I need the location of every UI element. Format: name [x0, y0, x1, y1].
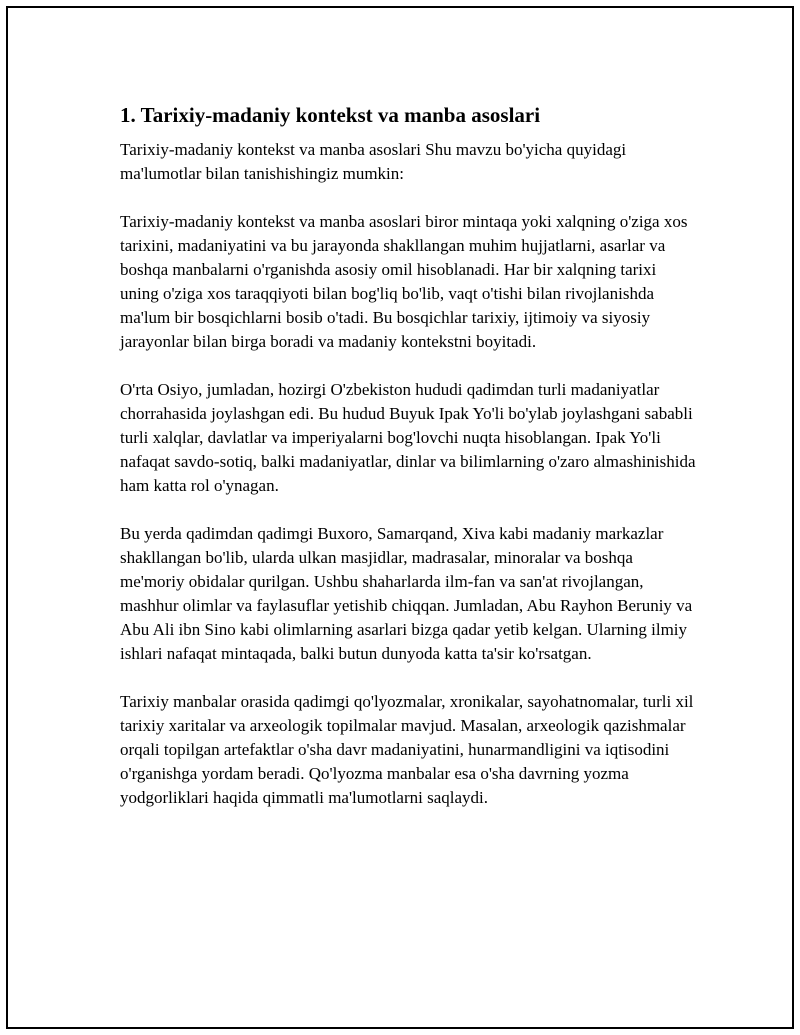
paragraph-cultural-centers: Bu yerda qadimdan qadimgi Buxoro, Samarqand, Xiva kabi madaniy markazlar shakllangan bo'lib, ularda ulkan masjidlar, madrasalar, minoralar va boshqa me'moriy obidalar qurilgan. Ushbu shaharlarda ilm-fan va san'at rivojlangan, mashhur olimlar va faylasuflar yetishib chiqqan. Jumladan, Abu Rayhon Beruniy va Abu Ali ibn Sino kabi olimlarning asarlari bizga qadar yetib kelgan. Ularning ilmiy ishlari nafaqat mintaqada, balki butun dunyoda katta ta'sir ko'rsatgan. — [120, 524, 693, 663]
document-content — [120, 102, 696, 834]
paragraph-central-asia: O'rta Osiyo, jumladan, hozirgi O'zbekiston hududi qadimdan turli madaniyatlar chorrahasida joylashgan edi. Bu hudud Buyuk Ipak Yo'li bo'ylab joylashgani sababli turli xalqlar, davlatlar va imperiyalarni bog'lovchi nuqta hisoblangan. Ipak Yo'li nafaqat savdo-sotiq, balki madaniyatlar, dinlar va bilimlarning o'zaro almashinishida ham katta rol o'ynagan. — [120, 380, 696, 495]
section-heading: 1. Tarixiy-madaniy kontekst va manba asoslari — [120, 103, 541, 127]
paragraph-historical-sources: Tarixiy manbalar orasida qadimgi qo'lyozmalar, xronikalar, sayohatnomalar, turli xil tarixiy xaritalar va arxeologik topilmalar mavjud. Masalan, arxeologik qazishmalar orqali topilgan artefaktlar o'sha davr madaniyatini, hunarmandligini va iqtisodini o'rganishga yordam beradi. Qo'lyozma manbalar esa o'sha davrning yozma yodgorliklari haqida qimmatli ma'lumotlarni saqlaydi. — [120, 692, 694, 807]
paragraph-intro: Tarixiy-madaniy kontekst va manba asoslari Shu mavzu bo'yicha quyidagi ma'lumotlar bilan tanishishingiz mumkin: — [120, 140, 627, 183]
document-page — [6, 6, 794, 1029]
paragraph-context: Tarixiy-madaniy kontekst va manba asoslari biror mintaqa yoki xalqning o'ziga xos tarixini, madaniyatini va bu jarayonda shakllangan muhim hujjatlarni, asarlar va boshqa manbalarni o'rganishda asosiy omil hisoblanadi. Har bir xalqning tarixi uning o'ziga xos taraqqiyoti bilan bog'liq bo'lib, vaqt o'tishi bilan rivojlanishda ma'lum bir bosqichlarni bosib o'tadi. Bu bosqichlar tarixiy, ijtimoiy va siyosiy jarayonlar bilan birga boradi va madaniy kontekstni boyitadi. — [120, 212, 688, 351]
